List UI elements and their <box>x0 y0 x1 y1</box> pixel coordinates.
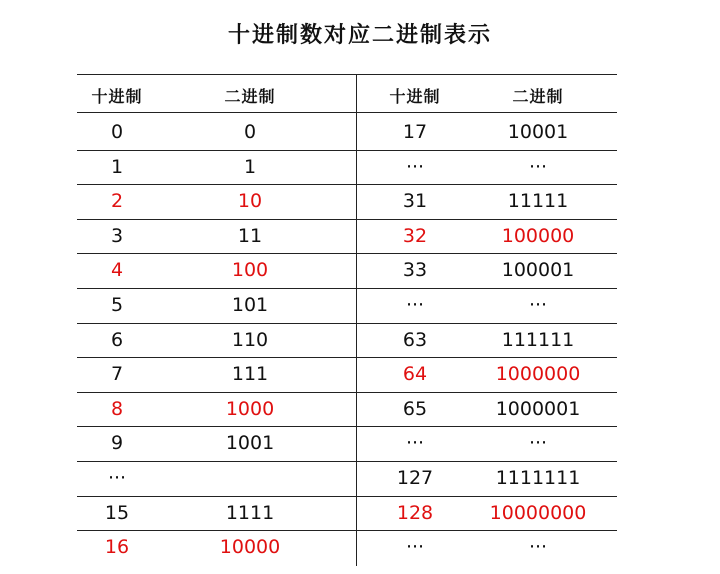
header-right-binary: 二进制 <box>512 87 564 106</box>
left-decimal-cell: 3 <box>110 224 124 247</box>
row-divider <box>357 426 617 427</box>
row-divider <box>357 323 617 324</box>
row-divider <box>77 323 356 324</box>
row-divider <box>357 253 617 254</box>
right-binary-cell: 11111 <box>507 190 569 213</box>
row-divider <box>357 461 617 462</box>
left-decimal-cell: 7 <box>110 363 124 386</box>
row-divider <box>357 530 617 531</box>
header-left-binary: 二进制 <box>224 87 276 106</box>
left-decimal-cell: ··· <box>107 467 127 489</box>
row-divider <box>77 288 356 289</box>
left-binary-cell: 11 <box>237 224 263 247</box>
left-decimal-cell: 8 <box>110 397 124 420</box>
row-divider <box>77 426 356 427</box>
right-binary-cell: 111111 <box>501 328 575 351</box>
row-divider <box>77 461 356 462</box>
right-decimal-cell: 17 <box>402 121 428 143</box>
left-binary-cell: 0 <box>243 121 257 143</box>
row-divider <box>77 357 356 358</box>
right-decimal-cell: 127 <box>396 467 434 489</box>
right-binary-cell: 100001 <box>501 259 575 282</box>
left-decimal-cell: 9 <box>110 432 124 455</box>
right-decimal-cell: 32 <box>402 224 428 247</box>
left-decimal-cell: 4 <box>110 259 124 282</box>
row-divider <box>357 150 617 151</box>
right-binary-cell: 10001 <box>507 121 569 143</box>
row-divider <box>357 184 617 185</box>
right-decimal-cell: 63 <box>402 328 428 351</box>
row-divider <box>357 357 617 358</box>
left-decimal-cell: 15 <box>104 501 130 524</box>
left-binary-cell: 1001 <box>225 432 275 455</box>
left-binary-cell: 1000 <box>225 397 275 420</box>
left-binary-cell: 100 <box>231 259 269 282</box>
left-binary-cell: 111 <box>231 363 269 386</box>
left-binary-cell: 1111 <box>225 501 275 524</box>
right-binary-cell: 1111111 <box>495 467 581 489</box>
row-divider <box>77 530 356 531</box>
right-binary-cell: 1000000 <box>495 363 581 386</box>
row-divider <box>357 392 617 393</box>
row-divider <box>77 112 356 113</box>
row-divider <box>357 112 617 113</box>
right-decimal-cell: ··· <box>405 155 425 178</box>
left-decimal-cell: 6 <box>110 328 124 351</box>
left-decimal-cell: 5 <box>110 294 124 316</box>
row-divider <box>77 392 356 393</box>
table-column-divider <box>356 74 357 566</box>
table-top-rule <box>77 74 617 75</box>
row-divider <box>357 496 617 497</box>
right-decimal-cell: 33 <box>402 259 428 282</box>
left-decimal-cell: 1 <box>110 155 124 178</box>
header-right-decimal: 十进制 <box>389 87 441 106</box>
left-binary-cell: 110 <box>231 328 269 351</box>
left-decimal-cell: 16 <box>104 536 130 559</box>
left-binary-cell: 1 <box>243 155 257 178</box>
right-binary-cell: ··· <box>528 536 548 559</box>
right-binary-cell: ··· <box>528 294 548 316</box>
row-divider <box>77 150 356 151</box>
right-decimal-cell: ··· <box>405 432 425 455</box>
right-decimal-cell: ··· <box>405 536 425 559</box>
left-decimal-cell: 2 <box>110 190 124 213</box>
row-divider <box>357 288 617 289</box>
right-decimal-cell: 64 <box>402 363 428 386</box>
header-left-decimal: 十进制 <box>91 87 143 106</box>
row-divider <box>77 253 356 254</box>
row-divider <box>77 219 356 220</box>
page-title: 十进制数对应二进制表示 <box>227 23 492 48</box>
right-decimal-cell: 128 <box>396 501 434 524</box>
right-decimal-cell: ··· <box>405 294 425 316</box>
right-binary-cell: ··· <box>528 155 548 178</box>
left-binary-cell: 101 <box>231 294 269 316</box>
row-divider <box>77 496 356 497</box>
left-binary-cell: 10000 <box>219 536 281 559</box>
right-binary-cell: 100000 <box>501 224 575 247</box>
left-binary-cell: 10 <box>237 190 263 213</box>
row-divider <box>77 184 356 185</box>
right-decimal-cell: 65 <box>402 397 428 420</box>
left-decimal-cell: 0 <box>110 121 124 143</box>
right-decimal-cell: 31 <box>402 190 428 213</box>
row-divider <box>357 219 617 220</box>
right-binary-cell: 10000000 <box>489 501 587 524</box>
right-binary-cell: 1000001 <box>495 397 581 420</box>
right-binary-cell: ··· <box>528 432 548 455</box>
